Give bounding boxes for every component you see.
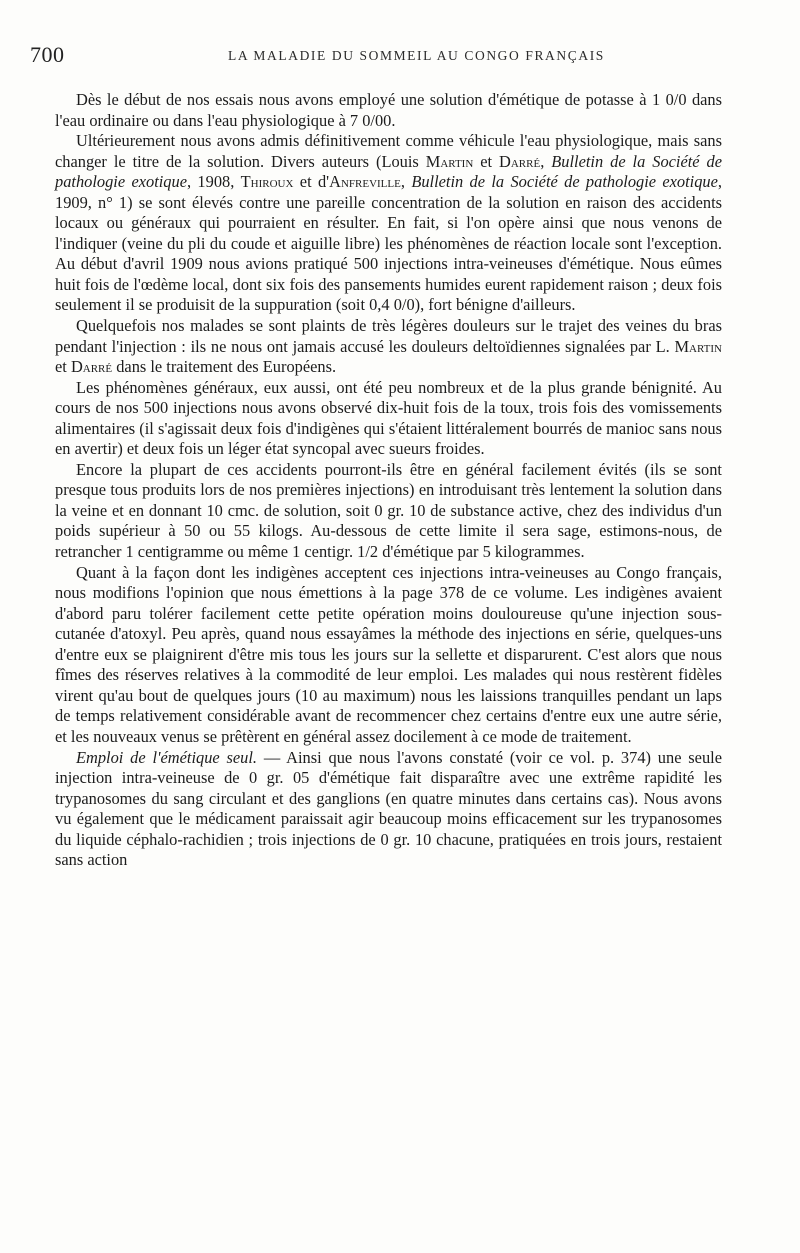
author-name: Darré [499, 151, 541, 171]
journal-title: Bulletin de la Société de pathologie exotique [55, 151, 723, 192]
author-name: Martin [674, 336, 722, 356]
author-name: Anfreville [329, 172, 401, 192]
running-head [30, 42, 720, 72]
paragraph-general-phenomena: Les phénomènes généraux, eux aussi, ont été peu nombreux et de la plus grande bénignité. Au cours de nos 500 injections nous avons observé dix-huit fois de la toux, trois fois des vomissements alimentaires (il s'agissait deux fois d'indigènes qui s'étaient littéralement bourrés de manioc sans nous en avertir) et deux fois un léger état syncopal avec sueurs froides. [55, 377, 722, 459]
body-text [55, 90, 722, 871]
paragraph-solution: Dès le début de nos essais nous avons employé une solution d'émétique de potasse à 1 0/0 dans l'eau ordinaire ou dans l'eau physiologique à 7 0/00. [55, 90, 722, 130]
paragraph-acceptance: Quant à la façon dont les indigènes acceptent ces injections intra-veineuses au Congo français, nous modifions l'opinion que nous émettions à la page 378 de ce volume. Les indigènes avaient d'abord paru tolérer facilement cette petite opération moins douloureuse qu'une injection sous-cutanée d'atoxyl. Peu après, quand nous essayâmes la méthode des injections en série, quelques-uns d'entre eux se plaignirent d'être mis tous les jours sur la sellette et disparurent. C'est alors que nous fîmes des réserves relatives à la commodité de leur emploi. Les malades qui nous restèrent fidèles virent qu'au bout de quelques jours (10 au maximum) nous les laissions tranquilles pendant un laps de temps relativement considérable avant de recommencer chez certains d'entre eux une autre série, et les nouveaux venus se prêtèrent en général assez docilement à ce mode de traitement. [55, 562, 722, 746]
author-name: Thiroux [240, 172, 294, 192]
paragraph-pain: Quelquefois nos malades se sont plaints de très légères douleurs sur le trajet des veines du bras pendant l'injection : ils ne nous ont jamais accusé les douleurs deltoïdiennes signalées par L. Martin et Darré dans le traitement des Européens. [55, 316, 722, 377]
page-number: 700 [30, 42, 65, 67]
paragraph-concentration: Ultérieurement nous avons admis définitivement comme véhicule l'eau physiologique, mais sans changer le titre de la solution. Divers auteurs (Louis Martin et Darré, Bulletin de la Société de pathologie exotique, 1908, Thiroux et d'Anfreville, Bulletin de la Société de pathologie exotique, 1909, n° 1) se sont élevés contre une pareille concentration de la solution en raison des accidents locaux ou généraux qui pourraient en résulter. En fait, si l'on opère ainsi que nous venons de l'indiquer (veine du pli du coude et aiguille libre) les phénomènes de réaction locale sont l'exception. Au début d'avril 1909 nous avions pratiqué 500 injections intra-veineuses d'émétique. Nous eûmes huit fois de l'œdème local, dont six fois des pansements humides eurent rapidement raison ; deux fois seulement il se produisit de la suppuration (soit 0,4 0/0), fort bénigne d'ailleurs. [55, 131, 723, 315]
running-title: LA MALADIE DU SOMMEIL AU CONGO FRANÇAIS [228, 48, 605, 63]
author-name: Darré [70, 357, 113, 377]
author-name: Martin [425, 151, 474, 171]
section-heading: Emploi de l'émétique seul. [76, 747, 258, 767]
paragraph-dosage: Encore la plupart de ces accidents pourront-ils être en général facilement évités (ils se sont presque tous produits lors de nos premières injections) en introduisant très lentement la solution dans la veine et en donnant 10 cmc. de solution, soit 0 gr. 10 de substance active, chez des individus d'un poids supérieur à 50 ou 55 kilogs. Au-dessous de cette limite il sera sage, estimons-nous, de retrancher 1 centigramme ou même 1 centigr. 1/2 d'émétique par 5 kilogrammes. [55, 459, 722, 562]
paragraph-emetic-alone: Emploi de l'émétique seul. — Ainsi que nous l'avons constaté (voir ce vol. p. 374) une seule injection intra-veineuse de 0 gr. 05 d'émétique fait disparaître avec une extrême rapidité les trypanosomes du sang circulant et des ganglions (en quatre minutes dans certains cas). Nous avons vu également que le médicament paraissait agir beaucoup moins efficacement sur les trypanosomes du liquide céphalo-rachidien ; trois injections de 0 gr. 10 chacune, pratiquées en trois jours, restaient sans action [55, 747, 722, 870]
journal-title: Bulletin de la Société de pathologie exotique [411, 172, 718, 192]
